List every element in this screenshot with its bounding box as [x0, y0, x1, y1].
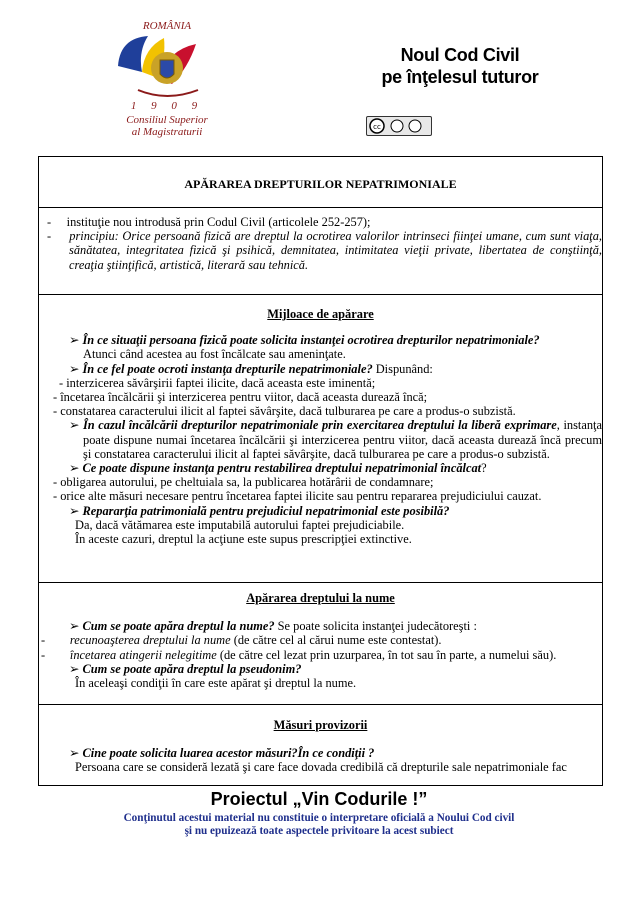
title-line1: Noul Cod Civil	[400, 45, 520, 65]
nume-heading: Apărarea dreptului la nume	[246, 591, 395, 605]
mijloace-line-3: - constatarea caracterului ilicit al faptei săvârşite, dacă tulburarea pe care a produs-o subzistă.	[53, 404, 516, 419]
csm-logo	[108, 20, 226, 142]
svg-text:cc: cc	[373, 123, 381, 131]
mijloace-a5a: Da, dacă vătămarea este imputabilă autorului faptei prejudiciabile.	[75, 517, 405, 532]
section-intro	[39, 208, 602, 295]
nume-q1-tail: Se poate solicita instanţei judecătoreşti :	[274, 619, 477, 634]
main-heading: APĂRAREA DREPTURILOR NEPATRIMONIALE	[184, 177, 457, 191]
seal-institution-line2: al Magistraturii	[131, 126, 203, 138]
nume-dash-2-tail: (de către cel lezat prin uzurparea, în tot sau în parte, a numelui său).	[216, 647, 557, 662]
section-heading-main	[39, 157, 602, 208]
mijloace-q3: ➢ În cazul încălcării drepturilor nepatrimoniale prin exercitarea dreptului la liberă exprimare, instanţa poate dispune numai încetarea încălcării şi interzicerea pentru viitor, dacă aceasta durează încă precum şi constatarea caracterului ilicit al faptei săvârşite, dacă tulburarea pe care a produs-o subzistă.	[69, 418, 602, 461]
nume-q2: ➢ Cum se poate apăra dreptul la pseudonim?	[69, 661, 302, 676]
document-title	[330, 44, 590, 88]
nume-q1-text: Cum se poate apăra dreptul la nume?	[82, 619, 275, 634]
content-frame	[38, 156, 603, 786]
mijloace-q5: ➢ Repararţia patrimonială pentru prejudiciul nepatrimonial este posibilă?	[69, 503, 450, 518]
mijloace-line-1: - interzicerea săvârşirii faptei ilicite, dacă aceasta este iminentă;	[59, 375, 376, 390]
intro-bullet-1-text: instituţie nou introdusă prin Codul Civil (articolele 252-257);	[66, 215, 371, 229]
section-masuri	[39, 705, 602, 775]
mijloace-q5-text: Repararţia patrimonială pentru prejudiciul nepatrimonial este posibilă?	[82, 503, 450, 518]
section-nume	[39, 583, 602, 705]
footer-title: Proiectul „Vin Codurile !”	[210, 789, 428, 809]
section-mijloace	[39, 295, 602, 583]
mijloace-heading: Mijloace de apărare	[267, 307, 374, 321]
footer-note	[0, 812, 638, 838]
intro-bullet-2: - principiu: Orice persoană fizică are dreptul la ocrotirea valorilor intrinseci fiinţei umane, cum sunt viaţa, sănătatea, integritatea fizică şi psihică, demnitatea, intimitatea vieţii private, libertatea de conştiinţă, creaţia ştiinţifică, artistică, literară sau tehnică.	[47, 229, 602, 272]
title-line2: pe înţelesul tuturor	[381, 67, 539, 87]
masuri-a1: Persoana care se consideră lezată şi care face dovada credibilă că drepturile sale nepatrimoniale fac	[75, 760, 567, 775]
mijloace-q3-text: În cazul încălcării drepturilor nepatrimoniale prin exercitarea dreptului la liberă exprimare	[82, 418, 557, 433]
nume-dash-2: - încetarea atingerii nelegitime (de către cel lezat prin uzurparea, în tot sau în parte, a numelui său).	[41, 647, 557, 662]
nume-q2-text: Cum se poate apăra dreptul la pseudonim?	[82, 661, 302, 676]
nume-dash-1-italic: recunoaşterea dreptului la nume	[69, 633, 231, 648]
nume-dash-1-tail: (de către cel al cărui nume este contestat).	[230, 633, 442, 648]
footer-note-line1: Conţinutul acestui material nu constituie o interpretare oficială a Noului Cod civil	[123, 812, 515, 824]
mijloace-q3-tail: , instanţa poate dispune numai încetarea încălcării şi interzicerea pentru viitor, dacă aceasta durează încă precum şi constatarea caracterului ilicit al faptei săvârşite, dacă tulburarea pe care a produs-o subzistă.	[83, 418, 602, 461]
footer-note-line2: şi nu epuizează toate aspectele privitoare la acest subiect	[184, 825, 454, 837]
mijloace-q1: ➢ În ce situaţii persoana fizică poate solicita instanţei ocrotirea drepturilor nepatrimoniale?	[69, 333, 540, 348]
masuri-q1-text: Cine poate solicita luarea acestor măsuri?În ce condiţii ?	[82, 746, 375, 761]
mijloace-a5b: În aceste cazuri, dreptul la acţiune este supus prescripţiei extinctive.	[75, 532, 412, 547]
nume-dash-2-italic: încetarea atingerii nelegitime	[69, 647, 217, 662]
nume-dash-1: - recunoaşterea dreptului la nume (de către cel al cărui nume este contestat).	[41, 633, 442, 648]
mijloace-q4-tail: ?	[481, 461, 487, 476]
intro-bullet-2-text: principiu: Orice persoană fizică are dreptul la ocrotirea valorilor intrinseci fiinţei umane, cum sunt viaţa, sănătatea, integritatea fizică şi psihică, demnitatea, intimitatea vieţii private, libertatea de conştiinţă, creaţia ştiinţifică, artistică, literară sau tehnică.	[69, 229, 602, 272]
mijloace-q2: ➢ În ce fel poate ocroti instanţa drepturile nepatrimoniale? Dispunând:	[69, 361, 433, 376]
seal-year-text: 1 9 0 9	[130, 100, 204, 112]
intro-bullet-1: - instituţie nou introdusă prin Codul Civil (articolele 252-257);	[47, 215, 371, 229]
seal-institution-line1: Consiliul Superior	[126, 114, 208, 126]
mijloace-line-2: - încetarea încălcării şi interzicerea pentru viitor, dacă aceasta durează încă;	[53, 390, 428, 405]
cc-license-icon	[367, 117, 431, 135]
nume-q1: ➢ Cum se poate apăra dreptul la nume? Se poate solicita instanţei judecătoreşti :	[69, 619, 477, 634]
nume-a2: În aceleaşi condiţii în care este apărat şi dreptul la nume.	[75, 676, 357, 691]
masuri-q1: ➢ Cine poate solicita luarea acestor măsuri?În ce condiţii ?	[69, 746, 375, 761]
mijloace-q2-tail: Dispunând:	[372, 361, 433, 376]
mijloace-a1: Atunci când acestea au fost încălcate sau ameninţate.	[83, 347, 346, 362]
coat-of-arms-icon	[108, 28, 226, 108]
seal-institution-text	[108, 114, 226, 138]
mijloace-q4-text: Ce poate dispune instanţa pentru restabilirea dreptului nepatrimonial încălcat	[82, 461, 482, 476]
mijloace-line-4: - obligarea autorului, pe cheltuiala sa, la publicarea hotărârii de condamnare;	[53, 475, 434, 490]
mijloace-q1-text: În ce situaţii persoana fizică poate solicita instanţei ocrotirea drepturilor nepatrimoniale?	[82, 333, 540, 348]
mijloace-q2-text: În ce fel poate ocroti instanţa drepturile nepatrimoniale?	[82, 361, 373, 376]
creative-commons-badge	[366, 116, 432, 136]
masuri-heading: Măsuri provizorii	[273, 718, 368, 732]
mijloace-q4: ➢ Ce poate dispune instanţa pentru restabilirea dreptului nepatrimonial încălcat?	[69, 461, 487, 476]
seal-country-text: ROMÂNIA	[142, 20, 192, 32]
mijloace-line-5: - orice alte măsuri necesare pentru încetarea faptei ilicite sau pentru repararea prejudiciului cauzat.	[53, 489, 542, 504]
